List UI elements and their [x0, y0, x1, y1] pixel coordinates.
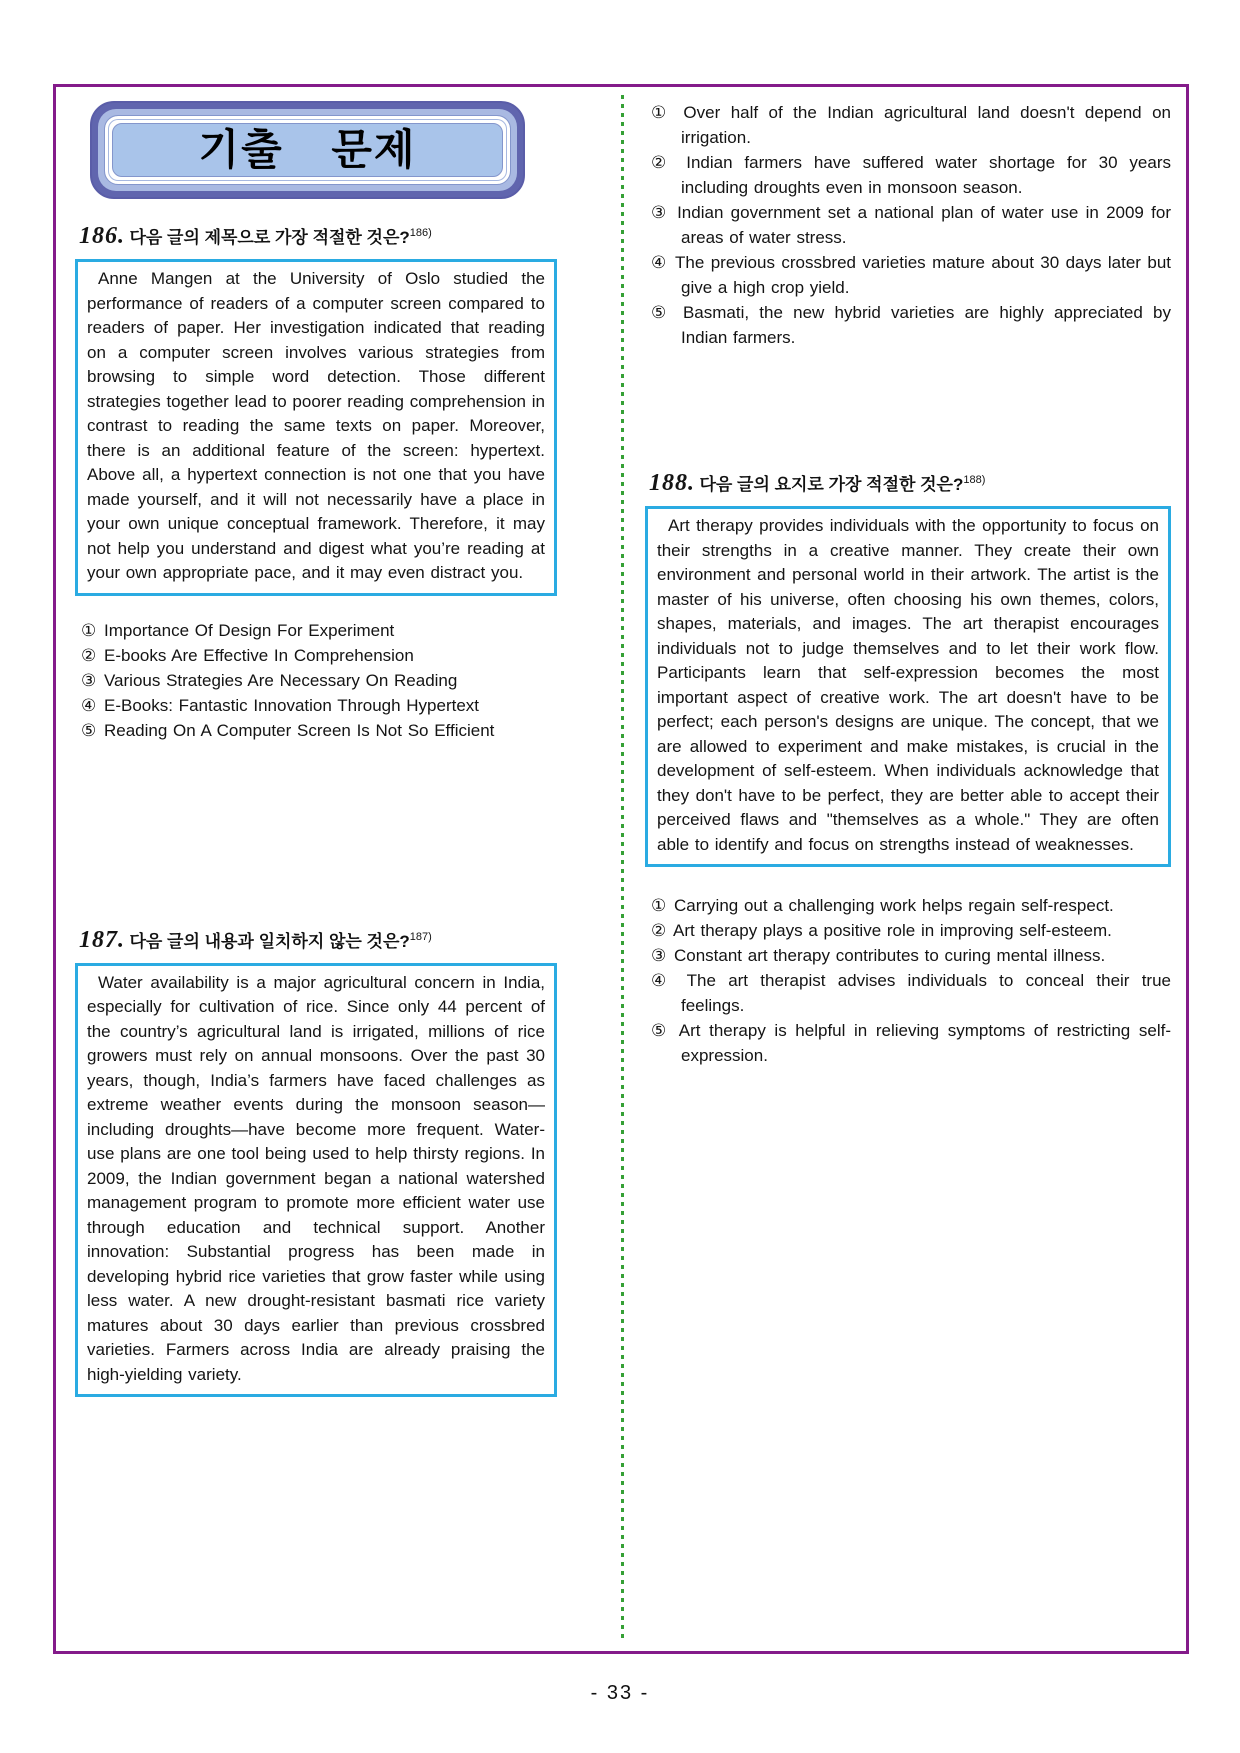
choice-item: [651, 918, 1171, 943]
choice-text: Art therapy is helpful in relieving symptoms of restricting self-expression.: [678, 1021, 1171, 1065]
choice-item: [651, 893, 1171, 918]
choice-item: [651, 200, 1171, 250]
question-prompt: 다음 글의 내용과 일치하지 않는 것은?: [129, 931, 410, 951]
choice-item: [651, 968, 1171, 1018]
question-footnote: 186): [409, 227, 432, 239]
choice-text: E-books Are Effective In Comprehension: [103, 645, 414, 665]
choice-marker: ①: [651, 103, 673, 122]
choice-marker: ④: [81, 695, 99, 715]
column-divider: [621, 95, 624, 1643]
passage-box-188: [645, 506, 1171, 867]
question-footnote: 187): [409, 930, 432, 943]
choice-text: Basmati, the new hybrid varieties are highly appreciated by Indian farmers.: [681, 303, 1171, 347]
choice-text: Carrying out a challenging work helps regain self-respect.: [673, 896, 1114, 915]
choice-marker: ①: [651, 896, 669, 915]
choice-text: Art therapy plays a positive role in improving self-esteem.: [673, 921, 1112, 940]
choice-item: [81, 693, 557, 718]
passage-box-187: [75, 963, 557, 1398]
choice-text: Various Strategies Are Necessary On Reading: [103, 670, 458, 690]
question-number: 188.: [649, 470, 695, 496]
page-frame: [53, 84, 1189, 1654]
choice-item: [651, 100, 1171, 150]
question-number: 187.: [79, 926, 125, 953]
choice-marker: ②: [651, 921, 669, 940]
choice-marker: ①: [81, 620, 99, 640]
choice-marker: ④: [651, 253, 669, 272]
right-column: [645, 87, 1171, 1068]
choices-186: [81, 618, 557, 743]
choice-marker: ③: [651, 946, 669, 965]
question-188-header: [649, 470, 1171, 500]
question-186-header: [79, 223, 557, 253]
choice-text: Indian government set a national plan of water use in 2009 for areas of water stress.: [677, 203, 1171, 247]
choice-text: The art therapist advises individuals to conceal their true feelings.: [681, 971, 1171, 1015]
choice-marker: ⑤: [81, 720, 99, 740]
choice-marker: ④: [651, 971, 675, 990]
choice-marker: ③: [81, 670, 99, 690]
choice-item: [81, 668, 557, 693]
choice-marker: ②: [81, 645, 99, 665]
question-prompt: 다음 글의 요지로 가장 적절한 것은?: [699, 475, 964, 494]
choice-text: Indian farmers have suffered water shortage for 30 years including droughts even in monsoon season.: [681, 153, 1171, 197]
passage-box-186: [75, 259, 557, 596]
passage-text: Anne Mangen at the University of Oslo studied the performance of readers of a computer screen compared to readers of paper. Her investigation indicated that reading on a computer screen involves various strategies from browsing to simple word detection. Those different strategies together lead to poorer reading comprehension in contrast to reading the same texts on paper. Moreover, there is an additional feature of the screen: hypertext. Above all, a hypertext connection is not one that you have made yourself, and it will not necessarily have a place in your own unique conceptual framework. Therefore, it may not help you understand and digest what you’re reading at your own appropriate pace, and it may even distract you.: [87, 269, 545, 582]
choice-text: The previous crossbred varieties mature about 30 days later but give a high crop yield.: [675, 253, 1171, 297]
choices-188: [651, 893, 1171, 1068]
passage-text: Art therapy provides individuals with the opportunity to focus on their strengths in a creative manner. They create their own environment and personal world in their artwork. The artist is the master of his universe, often choosing his own themes, colors, shapes, materials, and images. The art therapist encourages individuals not to judge themselves and to let their work flow. Participants learn that self-expression becomes the most important aspect of creative work. The art doesn't have to be perfect; each person's designs are unique. The concept, that we are allowed to experiment and make mistakes, is crucial in the development of self-esteem. When individuals acknowledge that they don't have to be perfect, they are better able to accept their perceived flaws and "themselves as a whole." They are often able to identify and focus on strengths instead of weaknesses.: [657, 516, 1159, 854]
choice-text: Constant art therapy contributes to curing mental illness.: [673, 946, 1106, 965]
question-prompt: 다음 글의 제목으로 가장 적절한 것은?: [129, 228, 410, 247]
choice-item: [651, 1018, 1171, 1068]
choice-item: [81, 618, 557, 643]
question-footnote: 188): [963, 474, 986, 486]
question-187-header: [79, 927, 557, 957]
left-column: [75, 87, 557, 1397]
choice-text: Importance Of Design For Experiment: [103, 620, 395, 640]
choice-marker: ⑤: [651, 1021, 672, 1040]
choice-marker: ②: [651, 153, 675, 172]
choice-text: Over half of the Indian agricultural land doesn't depend on irrigation.: [681, 103, 1171, 147]
choice-text: Reading On A Computer Screen Is Not So Efficient: [103, 720, 495, 740]
question-number: 186.: [79, 223, 125, 249]
choice-item: [651, 300, 1171, 350]
choice-text: E-Books: Fantastic Innovation Through Hypertext: [103, 695, 480, 715]
choice-marker: ③: [651, 203, 670, 222]
page-number: - 33 -: [590, 1682, 650, 1704]
choice-item: [651, 250, 1171, 300]
passage-text: Water availability is a major agricultural concern in India, especially for cultivation of rice. Since only 44 percent of the country’s agricultural land is irrigated, millions of rice growers must rely on annual monsoons. Over the past 30 years, though, India’s farmers have faced challenges as extreme weather events during the monsoon season—including droughts—have become more frequent. Water-use plans are one tool being used to help thirsty regions. In 2009, the Indian government began a national watershed management program to promote more efficient water use through education and technical support. Another innovation: Substantial progress has been made in developing hybrid rice varieties that grow faster while using less water. A new drought-resistant basmati rice variety matures about 30 days earlier than previous crossbred varieties. Farmers across India are already praising the high-yielding variety.: [87, 972, 545, 1384]
choice-item: [651, 943, 1171, 968]
choice-marker: ⑤: [651, 303, 673, 322]
choice-item: [81, 718, 557, 743]
title-box: [90, 101, 525, 199]
page-title: 기출 문제: [112, 123, 503, 177]
choices-187: [651, 100, 1171, 350]
choice-item: [81, 643, 557, 668]
choice-item: [651, 150, 1171, 200]
